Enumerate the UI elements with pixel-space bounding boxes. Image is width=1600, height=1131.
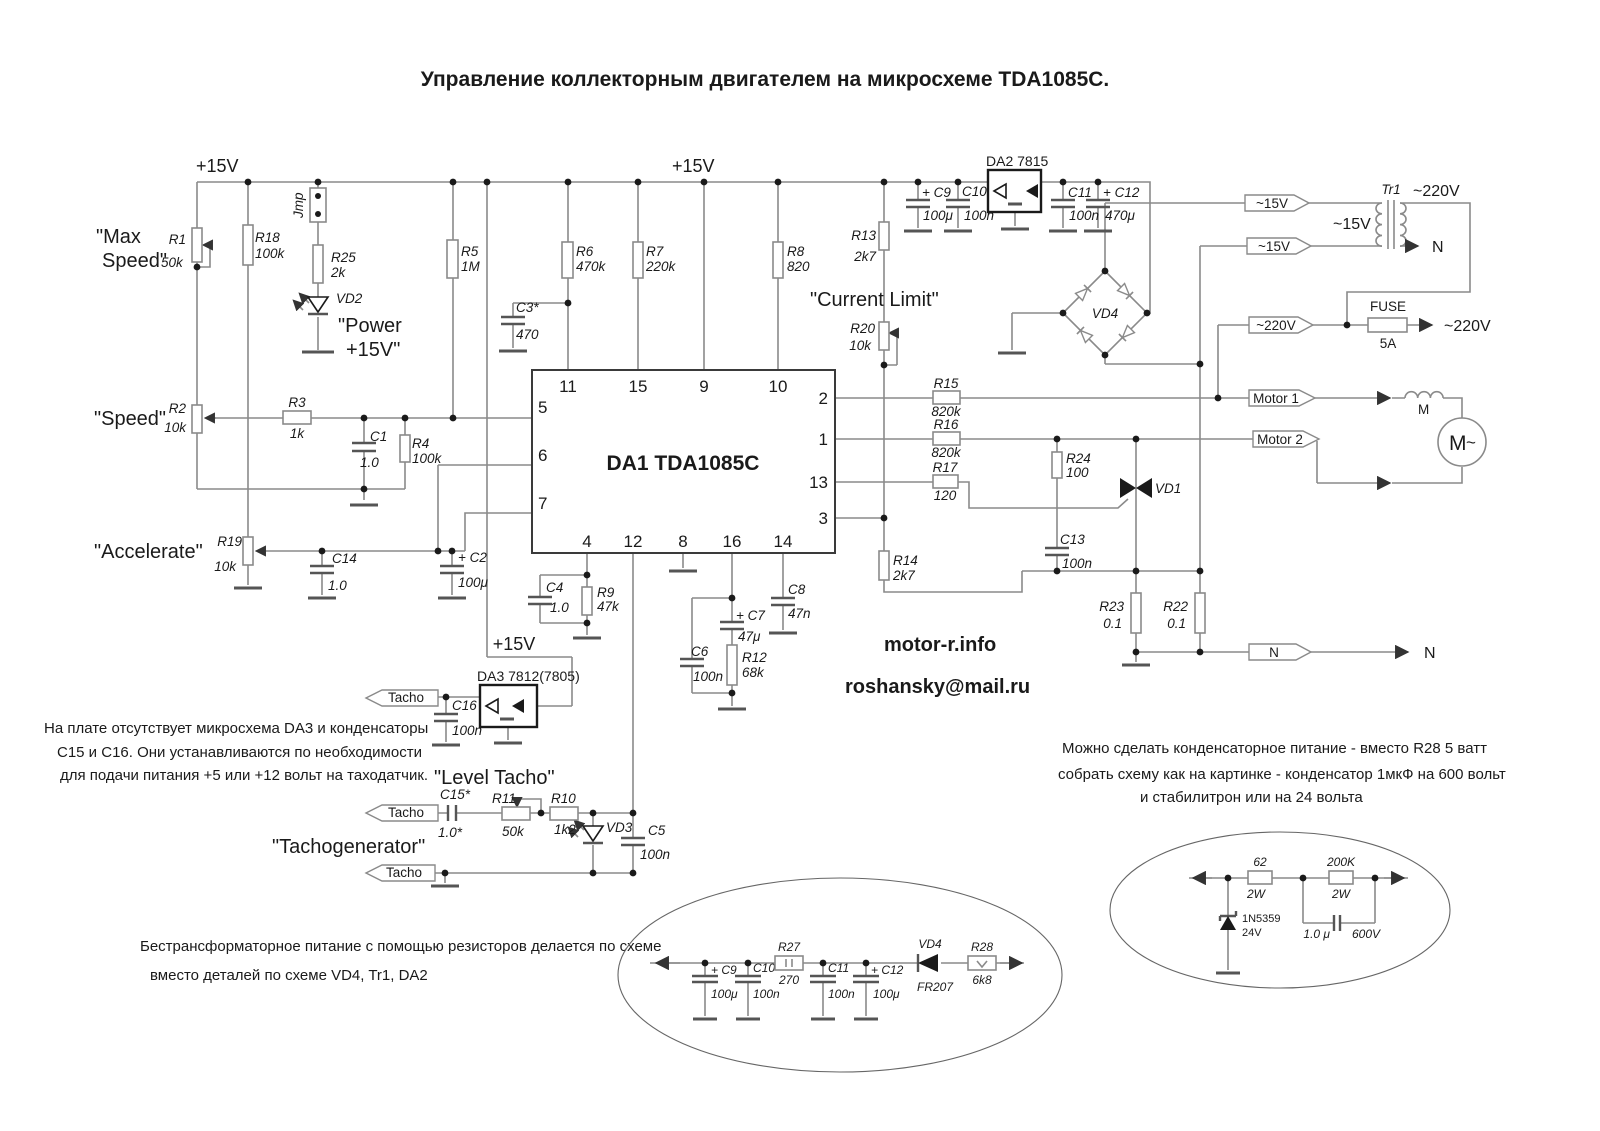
c13-ref: C13: [1060, 532, 1085, 547]
r8-ref: R8: [787, 244, 805, 259]
r23-value: 0.1: [1103, 616, 1122, 631]
r10-ref: R10: [551, 791, 576, 806]
r7-value: 220k: [646, 259, 676, 274]
r19-value: 10k: [214, 559, 236, 574]
inset1-vd4-value: FR207: [916, 980, 954, 994]
flag-n: [1249, 644, 1311, 660]
resistor-r12: [727, 645, 767, 685]
r12-ref: R12: [742, 650, 767, 665]
note-da3-line2: С15 и С16. Они устанавливаются по необходимости: [57, 744, 422, 761]
c6-value: 100n: [693, 669, 724, 684]
label-max-speed-1: "Max: [96, 226, 141, 248]
c10-value: 100n: [964, 208, 995, 223]
pin-13: 13: [809, 473, 828, 492]
inset1-c10-value: 100n: [753, 987, 780, 1001]
da3-label: DA3 7812(7805): [477, 668, 580, 684]
c12-ref: + C12: [1103, 185, 1140, 200]
r3-value: 1k: [289, 426, 305, 441]
note-cap-line2: собрать схему как на картинке - конденсатор 1мкФ на 600 вольт: [1058, 766, 1506, 783]
note-cap-line1: Можно сделать конденсаторное питание - вместо R28 5 ватт: [1062, 740, 1487, 757]
resistor-r5: [447, 240, 481, 278]
r1-value: 50k: [161, 255, 183, 270]
c15-value: 1.0*: [438, 825, 463, 840]
flag-motor1: [1249, 390, 1315, 406]
tr1-secondary-label: ~15V: [1333, 216, 1371, 233]
c11-ref: C11: [1068, 185, 1092, 200]
c1-ref: C1: [370, 429, 388, 444]
r25-value: 2k: [331, 265, 346, 280]
inset1-vd4-ref: VD4: [918, 937, 942, 951]
c5-value: 100n: [640, 847, 671, 862]
jmp-label: Jmp: [291, 192, 306, 218]
r1-ref: R1: [168, 232, 186, 247]
r17-ref: R17: [932, 460, 958, 475]
c10-ref: C10: [962, 184, 987, 199]
motor-wave: ~: [1466, 433, 1476, 452]
resistor-r15: [931, 376, 962, 419]
flag-220v-label: ~220V: [1256, 318, 1296, 333]
flag-tacho-mid: [366, 805, 438, 821]
r24-value: 100: [1066, 465, 1089, 480]
pin-15: 15: [628, 377, 648, 396]
flag-motor2: [1253, 431, 1319, 447]
c4-ref: C4: [546, 580, 564, 595]
inset1-r27-value: 270: [778, 973, 800, 987]
flag-15v-2: [1247, 238, 1311, 254]
inset2-r62-ref: 62: [1253, 855, 1267, 869]
r22-value: 0.1: [1167, 616, 1186, 631]
inset2-zener-ref: 1N5359: [1242, 913, 1281, 925]
inset1-c9-value: 100μ: [711, 987, 738, 1001]
c14-value: 1.0: [328, 578, 347, 593]
flag-motor2-label: Motor 2: [1257, 432, 1303, 447]
inset1-c10-ref: C10: [753, 961, 776, 975]
r20-value: 10k: [849, 338, 871, 353]
inset1-r27-ref: R27: [777, 940, 801, 954]
c3-value: 470: [516, 327, 539, 342]
c8-ref: C8: [788, 582, 806, 597]
rail-label-left: +15V: [196, 156, 239, 176]
label-level-tacho: "Level Tacho": [434, 767, 555, 789]
flag-tacho-bottom: [366, 865, 435, 881]
vd1-label: VD1: [1155, 481, 1182, 496]
r10-value: 1k2: [554, 822, 576, 837]
da2-label: DA2 7815: [986, 153, 1049, 169]
c13-value: 100n: [1062, 556, 1093, 571]
flag-15v-2-label: ~15V: [1258, 239, 1290, 254]
label-tachogenerator: "Tachogenerator": [272, 836, 426, 858]
note-da3-line1: На плате отсутствует микросхема DA3 и конденсаторы: [44, 720, 429, 737]
resistor-r17: [933, 460, 958, 503]
flag-tacho-bottom-label: Tacho: [385, 865, 423, 880]
r17-value: 120: [933, 488, 957, 503]
r20-ref: R20: [850, 321, 875, 336]
c16-ref: C16: [452, 698, 477, 713]
inset1-c11-ref: C11: [828, 961, 850, 975]
pin-9: 9: [699, 377, 709, 396]
c1-value: 1.0: [360, 455, 379, 470]
inset1-r28-ref: R28: [970, 940, 994, 954]
r15-ref: R15: [933, 376, 959, 391]
site-label: motor-r.info: [884, 634, 997, 656]
r16-value: 820k: [931, 445, 961, 460]
label-n-tr: N: [1432, 239, 1444, 256]
r13-ref: R13: [851, 228, 876, 243]
r11-value: 50k: [502, 824, 524, 839]
c5-ref: C5: [648, 823, 666, 838]
pin-16: 16: [722, 532, 742, 551]
tr1-label: Tr1: [1381, 182, 1401, 197]
r5-ref: R5: [461, 244, 479, 259]
r7-ref: R7: [646, 244, 664, 259]
regulator-da2: [986, 153, 1048, 212]
c15-ref: C15*: [440, 787, 471, 802]
flag-tacho-top: [366, 690, 438, 706]
resistor-r24: [1052, 451, 1091, 480]
note-da3-line3: для подачи питания +5 или +12 вольт на таходатчик.: [60, 767, 429, 784]
r9-value: 47k: [597, 599, 619, 614]
r22-ref: R22: [1163, 599, 1188, 614]
r2-ref: R2: [168, 401, 186, 416]
inset1-r28-value: 6k8: [972, 973, 992, 987]
inset2-r62-value: 2W: [1247, 887, 1265, 901]
label-220v-out: ~220V: [1444, 318, 1491, 335]
label-accelerate: "Accelerate": [94, 541, 203, 563]
c11-value: 100n: [1069, 208, 1100, 223]
pin-10: 10: [768, 377, 788, 396]
pin-14: 14: [773, 532, 793, 551]
c7-value: 47μ: [738, 629, 761, 644]
c6-ref: C6: [691, 644, 709, 659]
c14-ref: C14: [332, 551, 357, 566]
r4-ref: R4: [412, 436, 430, 451]
resistor-r22: [1163, 593, 1205, 633]
flag-15v-1: [1245, 195, 1309, 211]
r23-ref: R23: [1099, 599, 1124, 614]
pin-7: 7: [538, 494, 548, 513]
pin-1: 1: [818, 430, 828, 449]
fuse-value: 5A: [1379, 336, 1397, 351]
r2-value: 10k: [164, 420, 186, 435]
r19-ref: R19: [217, 534, 242, 549]
c7-ref: + C7: [736, 608, 765, 623]
flag-220v: [1249, 317, 1313, 333]
resistor-r10: [550, 791, 578, 837]
inset2-r200k-value: 2W: [1332, 887, 1350, 901]
inset1-c11-value: 100n: [828, 987, 855, 1001]
r15-value: 820k: [931, 404, 961, 419]
r18-ref: R18: [255, 230, 280, 245]
email-label: roshansky@mail.ru: [845, 676, 1031, 698]
c2-value: 100μ: [458, 575, 488, 590]
r5-value: 1M: [461, 259, 480, 274]
c16-value: 100n: [452, 723, 483, 738]
r16-ref: R16: [933, 417, 959, 432]
c8-value: 47n: [788, 606, 811, 621]
flag-n-label: N: [1269, 645, 1279, 660]
flag-tacho-mid-label: Tacho: [387, 805, 425, 820]
r24-ref: R24: [1066, 451, 1091, 466]
inset1-c12-ref: + C12: [871, 963, 904, 977]
pin-6: 6: [538, 446, 548, 465]
c12-value: 470μ: [1105, 208, 1135, 223]
r6-ref: R6: [576, 244, 594, 259]
inset1-c12-value: 100μ: [873, 987, 900, 1001]
label-max-speed-2: Speed": [102, 250, 167, 272]
note-psu-line1: Бестрансформаторное питание с помощью резисторов делается по схеме: [140, 938, 662, 955]
ic-label: DA1 TDA1085C: [606, 452, 760, 475]
resistor-r16: [931, 417, 962, 460]
label-power-1: "Power: [338, 315, 402, 337]
r14-ref: R14: [893, 553, 918, 568]
label-current-limit: "Current Limit": [810, 289, 939, 311]
pin-5: 5: [538, 398, 548, 417]
c4-value: 1.0: [550, 600, 569, 615]
r12-value: 68k: [742, 665, 764, 680]
r3-ref: R3: [288, 395, 306, 410]
inset1-r27: [775, 940, 803, 987]
c3-ref: C3*: [516, 300, 539, 315]
resistor-r14: [879, 551, 918, 583]
pin-8: 8: [678, 532, 688, 551]
vd2-label: VD2: [336, 291, 363, 306]
fuse-ref: FUSE: [1369, 299, 1407, 314]
flag-15v-1-label: ~15V: [1256, 196, 1288, 211]
inset2-zener-value: 24V: [1242, 927, 1262, 939]
label-speed: "Speed": [94, 408, 167, 430]
tr1-primary-label: ~220V: [1413, 183, 1460, 200]
note-cap-line3: и стабилитрон или на 24 вольта: [1140, 789, 1363, 806]
flag-motor1-label: Motor 1: [1253, 391, 1299, 406]
pin-2: 2: [818, 389, 828, 408]
pin-3: 3: [818, 509, 828, 528]
resistor-r23: [1099, 593, 1141, 633]
r9-ref: R9: [597, 585, 615, 600]
rail-label-mid: +15V: [672, 156, 715, 176]
r6-value: 470k: [576, 259, 606, 274]
r14-value: 2k7: [893, 568, 915, 583]
r25-ref: R25: [331, 250, 356, 265]
r13-value: 2k7: [854, 249, 876, 264]
motor-coil-label: M: [1418, 402, 1430, 417]
pin-12: 12: [623, 532, 643, 551]
c9-value: 100μ: [923, 208, 953, 223]
r11-ref: R11: [492, 791, 516, 806]
r18-value: 100k: [255, 246, 285, 261]
pin-11: 11: [559, 377, 577, 396]
ic-da1: [532, 370, 835, 553]
flag-tacho-top-label: Tacho: [387, 690, 425, 705]
r8-value: 820: [787, 259, 810, 274]
vd4-label: VD4: [1091, 306, 1119, 321]
inset2-cap-ref: 1.0 μ: [1303, 927, 1330, 941]
motor-m: M: [1449, 432, 1467, 455]
vd3-label: VD3: [606, 820, 633, 835]
c9-ref: + C9: [922, 185, 951, 200]
inset2-cap-value: 600V: [1352, 927, 1381, 941]
rail-label-da3: +15V: [492, 634, 536, 654]
inset1-c9-ref: + C9: [711, 963, 737, 977]
c2-ref: + C2: [458, 550, 487, 565]
note-psu-line2: вместо деталей по схеме VD4, Tr1, DA2: [150, 967, 428, 984]
label-n-out: N: [1424, 645, 1436, 662]
pin-4: 4: [582, 532, 592, 551]
inset2-r200k-ref: 200K: [1326, 855, 1356, 869]
page-title: Управление коллекторным двигателем на микросхеме TDA1085C.: [420, 68, 1110, 91]
label-power-2: +15V": [346, 339, 401, 361]
r4-value: 100k: [412, 451, 442, 466]
